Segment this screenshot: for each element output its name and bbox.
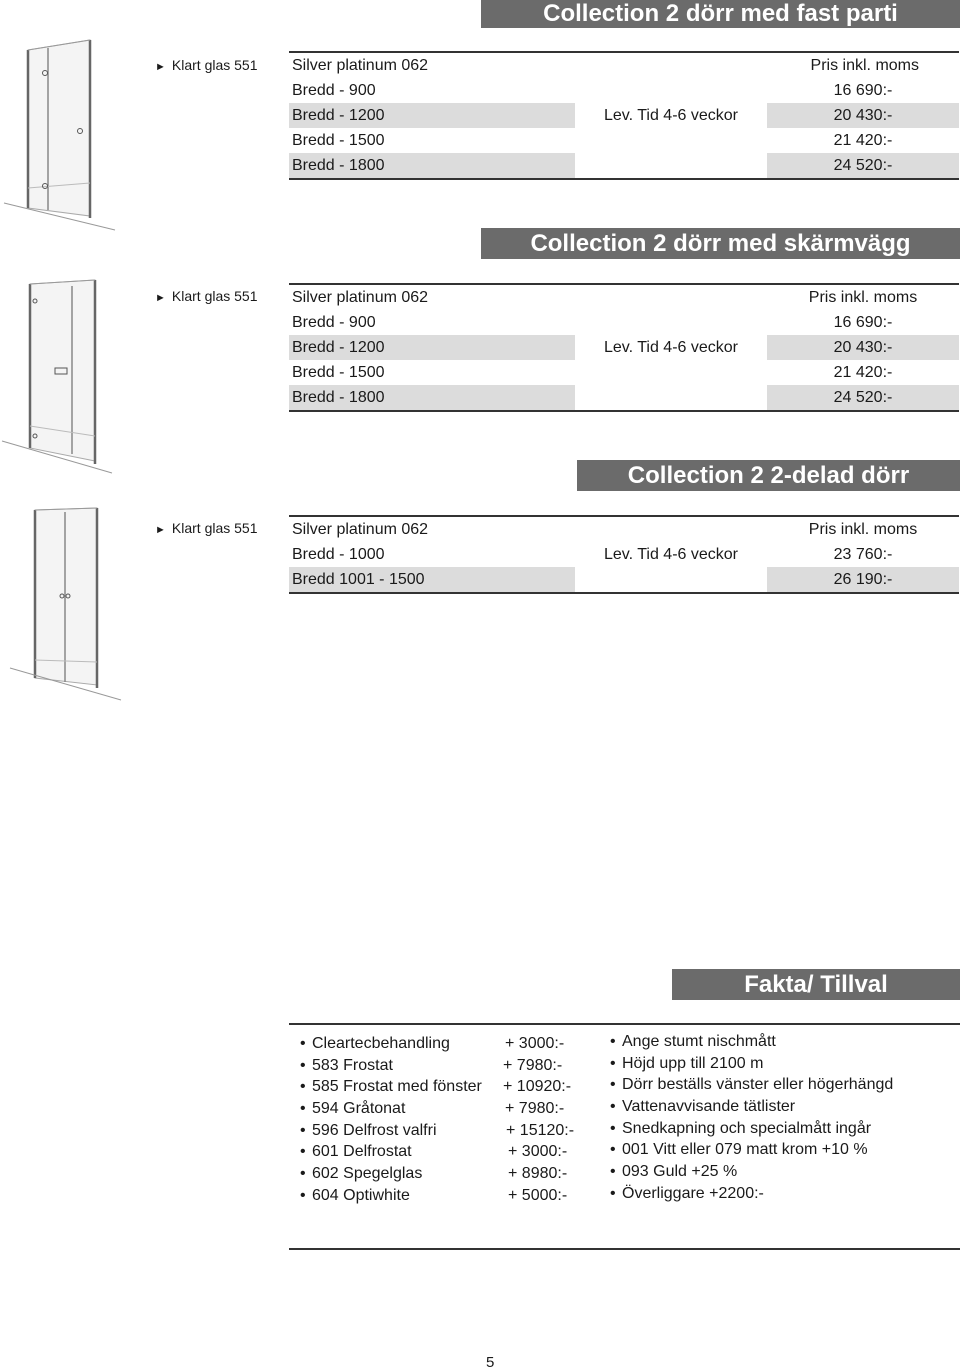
options-list xyxy=(300,1033,600,1207)
table-header-row xyxy=(289,517,959,542)
table-header-row xyxy=(289,53,959,78)
header-color: Silver platinum 062 xyxy=(292,521,429,538)
list-item: • 585 Frostat med fönster + 10920:- xyxy=(300,1078,572,1096)
list-item: • 602 Spegelglas + 8980:- xyxy=(300,1165,568,1183)
table-row: Bredd - 900 16 690:- xyxy=(292,314,893,331)
notes-list xyxy=(610,1031,950,1205)
table-row: Bredd - 1000 Lev. Tid 4-6 veckor 23 760:- xyxy=(289,542,959,567)
header-price: Pris inkl. moms xyxy=(810,57,919,74)
list-item: • Ange stumt nischmått xyxy=(610,1033,776,1050)
facts-title: Fakta/ Tillval xyxy=(672,969,960,1000)
price-table-skarmvagg xyxy=(289,283,959,412)
glass-label: ► Klart glas 551 xyxy=(155,520,258,536)
table-row: Bredd - 900 16 690:- xyxy=(292,82,893,99)
triangle-bullet-icon: ► xyxy=(155,524,166,536)
header-price: Pris inkl. moms xyxy=(808,289,918,306)
section-title-skarmvagg: Collection 2 dörr med skärmvägg xyxy=(481,228,960,259)
glass-label: ► Klart glas 551 xyxy=(155,288,258,304)
table-row: Bredd 1001 - 1500 26 190:- xyxy=(289,567,959,592)
table-header-row xyxy=(289,285,959,310)
price-table-fast-parti xyxy=(289,51,959,180)
list-item: • Överliggare +2200:- xyxy=(610,1184,764,1202)
list-item: • 583 Frostat + 7980:- xyxy=(300,1056,563,1074)
price-table-2-delad xyxy=(289,515,959,594)
facts-bottom-rule xyxy=(289,1248,960,1250)
delivery-time: Lev. Tid 4-6 veckor xyxy=(604,546,738,563)
list-item: • Höjd upp till 2100 m xyxy=(610,1054,764,1072)
table-row: Bredd - 1500 21 420:- xyxy=(292,364,893,381)
list-item: • 601 Delfrostat + 3000:- xyxy=(300,1143,568,1161)
header-color: Silver platinum 062 xyxy=(292,57,429,74)
list-item: • 596 Delfrost valfri + 15120:- xyxy=(300,1121,575,1139)
section-title-fast-parti: Collection 2 dörr med fast parti xyxy=(481,0,960,28)
shower-door-fixed-panel-illustration xyxy=(0,38,120,233)
table-row: Bredd - 1800 24 520:- xyxy=(289,153,959,178)
triangle-bullet-icon: ► xyxy=(155,292,166,304)
list-item: • Snedkapning och specialmått ingår xyxy=(610,1119,872,1137)
header-color: Silver platinum 062 xyxy=(292,289,429,306)
list-item: • 604 Optiwhite + 5000:- xyxy=(300,1186,568,1204)
shower-door-screen-wall-illustration xyxy=(0,276,115,476)
delivery-time: Lev. Tid 4-6 veckor xyxy=(577,103,765,128)
list-item: • Cleartecbehandling + 3000:- xyxy=(300,1035,565,1052)
table-row: Bredd - 1500 21 420:- xyxy=(292,132,893,149)
table-row: Bredd - 1200 Lev. Tid 4-6 veckor 20 430:- xyxy=(289,103,959,128)
section-title-2-delad: Collection 2 2-delad dörr xyxy=(577,460,960,491)
table-row: Bredd - 1200 Lev. Tid 4-6 veckor 20 430:- xyxy=(289,335,959,360)
triangle-bullet-icon: ► xyxy=(155,61,166,73)
list-item: • 093 Guld +25 % xyxy=(610,1163,738,1181)
header-price: Pris inkl. moms xyxy=(808,521,918,538)
table-row: Bredd - 1800 24 520:- xyxy=(289,385,959,410)
list-item: • Dörr beställs vänster eller högerhängd xyxy=(610,1076,894,1094)
delivery-time: Lev. Tid 4-6 veckor xyxy=(577,335,765,360)
list-item: • Vattenavvisande tätlister xyxy=(610,1098,796,1116)
facts-top-rule xyxy=(289,1023,960,1025)
shower-door-two-part-illustration xyxy=(5,500,125,705)
list-item: • 594 Gråtonat + 7980:- xyxy=(300,1100,565,1118)
glass-label: ► Klart glas 551 xyxy=(155,57,258,73)
page-number: 5 xyxy=(486,1354,495,1371)
list-item: • 001 Vitt eller 079 matt krom +10 % xyxy=(610,1141,868,1159)
